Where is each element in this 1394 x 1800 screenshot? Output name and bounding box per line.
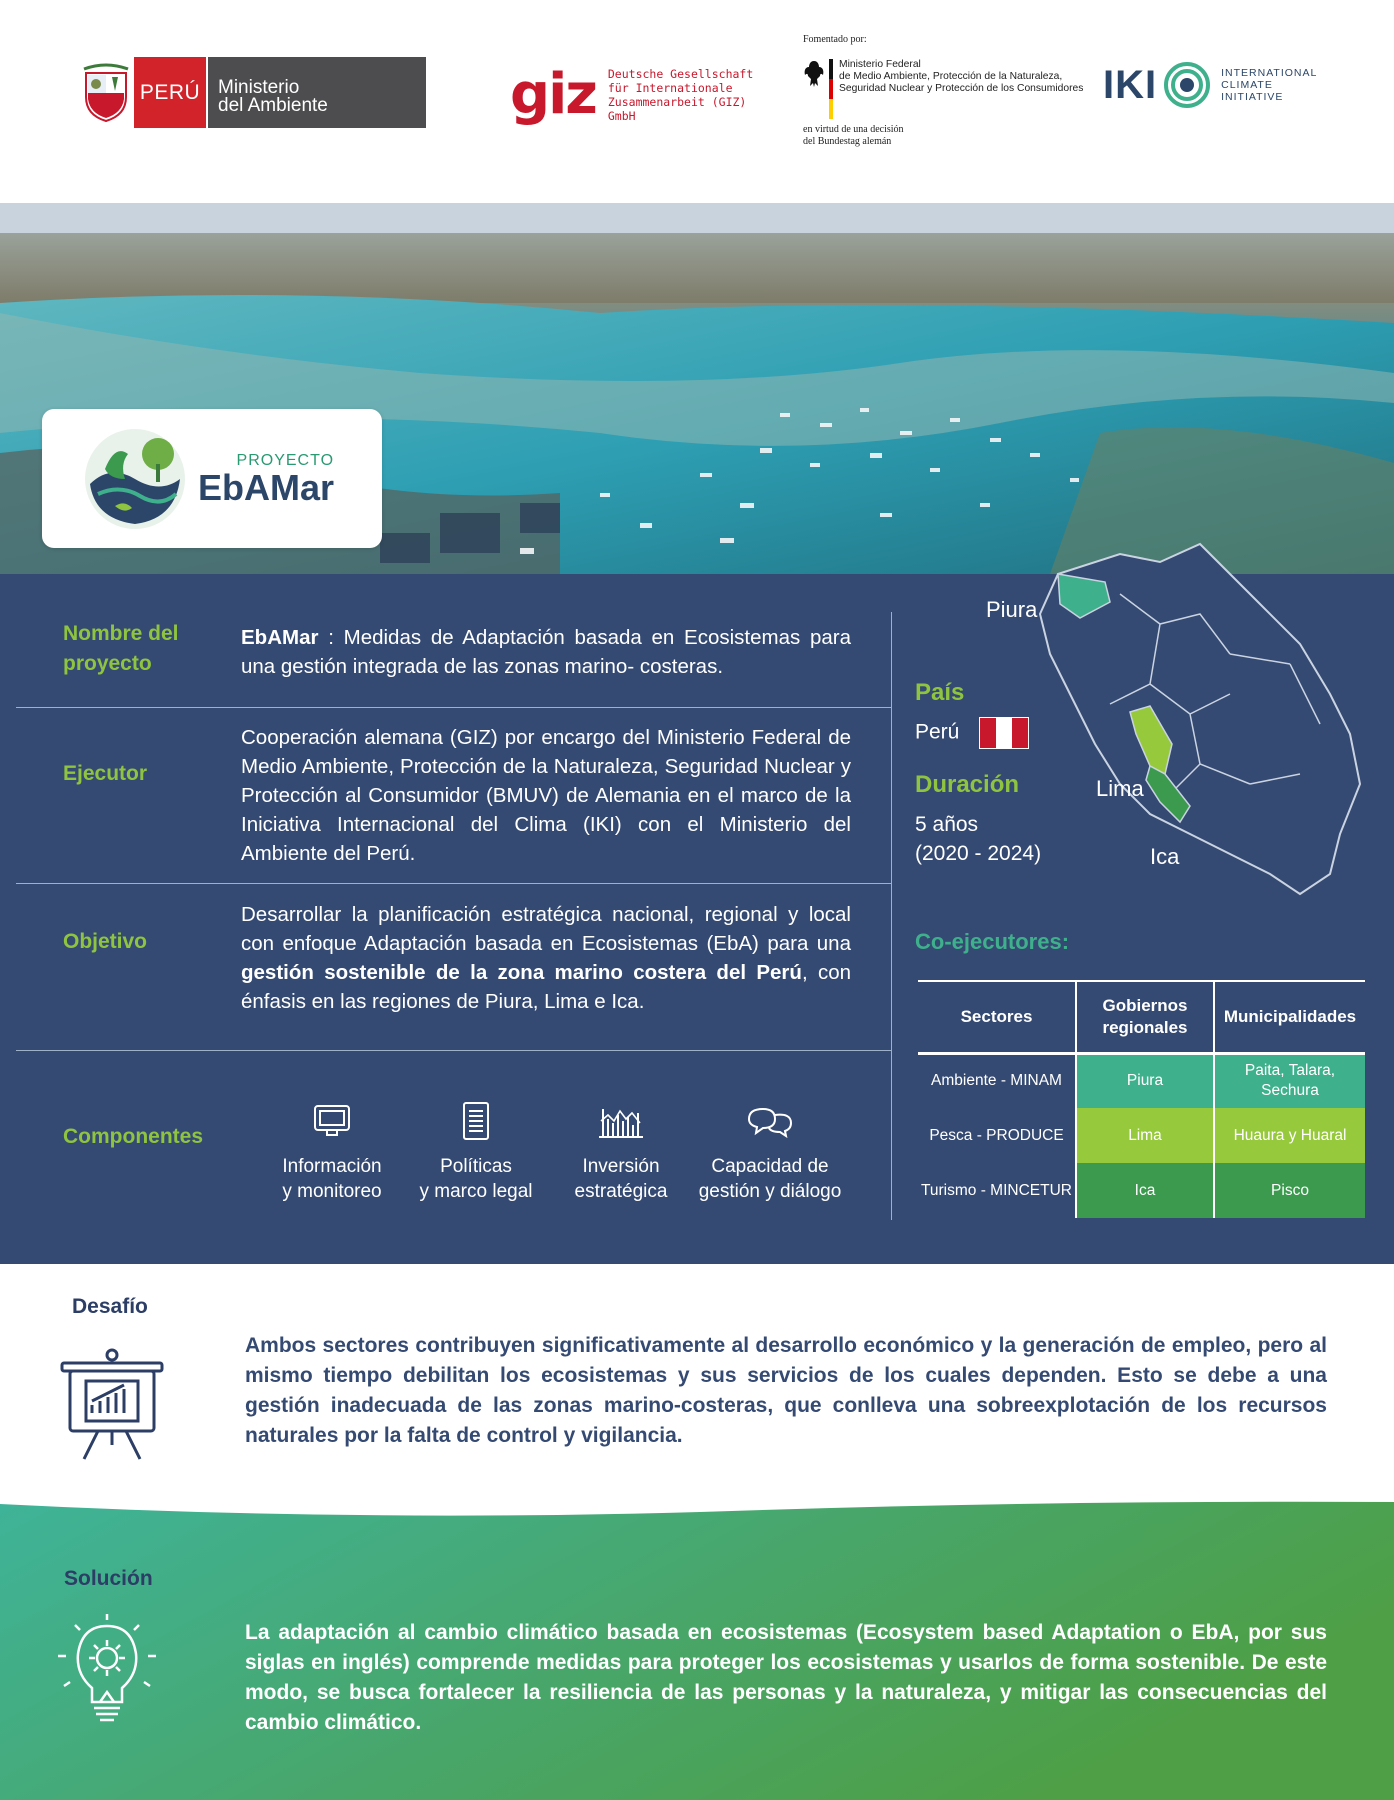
desafio-text: Ambos sectores contribuyen significativamente al desarrollo económico y la generación de empleo, pero al mismo tiempo debilitan los ecosistemas y sus servicios de los cuales dependen. Esto se debe a una gestión inadecuada de las zonas marino-costeras, que conlleva una sobreexplotación de los recursos naturales por la falta de control y vigilancia. bbox=[245, 1334, 1327, 1447]
desafio-title: Desafío bbox=[72, 1295, 148, 1318]
iki-logo[interactable] bbox=[1103, 58, 1323, 112]
map-label-piura: Piura bbox=[986, 597, 1038, 622]
divider-2 bbox=[16, 883, 891, 884]
virtud-line1: en virtud de una decisión bbox=[803, 124, 904, 135]
componentes-label: Componentes bbox=[63, 1125, 204, 1148]
row1-municipalidad bbox=[1214, 1053, 1365, 1108]
component-3-line1: Inversión bbox=[582, 1156, 660, 1177]
ejecutor-label: Ejecutor bbox=[63, 762, 148, 785]
component-2-line1: Políticas bbox=[440, 1156, 512, 1177]
duracion-line1: 5 años bbox=[915, 813, 979, 836]
row2-sector: Pesca - PRODUCE bbox=[929, 1126, 1064, 1144]
lightbulb-gear-icon bbox=[52, 1612, 162, 1732]
document-icon bbox=[406, 1096, 546, 1146]
bmu-line1: Ministerio Federal bbox=[839, 59, 921, 70]
giz-line1: Deutsche Gesellschaft bbox=[607, 67, 754, 81]
monitor-icon bbox=[262, 1096, 402, 1146]
divider-1 bbox=[16, 707, 891, 708]
virtud-line2: del Bundestag alemán bbox=[803, 136, 892, 147]
project-details-panel bbox=[0, 574, 1394, 1264]
component-politicas[interactable] bbox=[406, 1096, 546, 1204]
duracion-label: Duración bbox=[915, 771, 1020, 798]
ebamar-logo-text bbox=[198, 452, 334, 506]
peru-map bbox=[1000, 534, 1380, 934]
component-1-line1: Información bbox=[282, 1156, 382, 1177]
ministry-name bbox=[206, 57, 426, 128]
divider-3 bbox=[16, 1050, 891, 1051]
row1-gobierno: Piura bbox=[1076, 1053, 1214, 1108]
header-gob-line2: regionales bbox=[1102, 1017, 1188, 1037]
proyecto-label: PROYECTO bbox=[236, 451, 335, 469]
table-row bbox=[918, 1053, 1365, 1108]
ministry-line1: Ministerio bbox=[218, 77, 300, 98]
bmu-line3: Seguridad Nuclear y Protección de los Consumidores bbox=[839, 83, 1084, 94]
header-logos bbox=[0, 0, 1394, 203]
german-flag-icon bbox=[829, 59, 833, 119]
component-2-line2: y marco legal bbox=[419, 1181, 533, 1202]
bar-chart-icon bbox=[551, 1096, 691, 1146]
nombre-value bbox=[241, 623, 851, 681]
ejecutor-value: Cooperación alemana (GIZ) por encargo del Ministerio Federal de Medio Ambiente, Protección de la Naturaleza, Seguridad Nuclear y Protección al Consumidor (BMUV) de Alemania en el marco de la Iniciativa Internacional del Clima (IKI) con el Ministerio del Ambiente del Perú. bbox=[241, 726, 851, 865]
component-capacidad[interactable] bbox=[695, 1096, 845, 1204]
iki-ring-icon bbox=[1163, 61, 1211, 109]
component-3-line2: estratégica bbox=[574, 1181, 668, 1202]
objetivo-value bbox=[241, 900, 851, 1016]
iki-text bbox=[1221, 67, 1317, 103]
fomentado-label: Fomentado por: bbox=[803, 34, 867, 45]
pais-text: Perú bbox=[915, 720, 960, 744]
giz-mark: giz bbox=[510, 62, 596, 127]
pais-label: País bbox=[915, 679, 965, 706]
iki-mark: IKI bbox=[1103, 62, 1158, 107]
component-informacion[interactable] bbox=[262, 1096, 402, 1204]
nombre-label-line2: proyecto bbox=[63, 652, 152, 675]
table-header-row bbox=[918, 981, 1365, 1053]
map-label-lima: Lima bbox=[1096, 776, 1144, 801]
panel-vertical-divider bbox=[891, 612, 892, 1220]
ebamar-logo-card[interactable] bbox=[42, 409, 382, 548]
component-1-line2: y monitoreo bbox=[282, 1181, 382, 1202]
solucion-text: La adaptación al cambio climático basada en ecosistemas (Ecosystem based Adaptation o EbA, por sus siglas en inglés) comprende medidas para proteger los ecosistemas y usarlos de forma sostenible. De este modo, se busca fortalecer la resiliencia de las personas y la naturaleza, y mitigar las consecuencias del cambio climático. bbox=[245, 1621, 1327, 1734]
row1-sector: Ambiente - MINAM bbox=[931, 1072, 1062, 1090]
component-4-line2: gestión y diálogo bbox=[698, 1181, 842, 1202]
nombre-label bbox=[63, 619, 179, 679]
giz-logo[interactable] bbox=[510, 60, 770, 130]
peru-regions-map bbox=[1000, 534, 1380, 934]
ebamar-name: EbAMar bbox=[198, 466, 335, 508]
giz-text bbox=[608, 67, 770, 123]
nombre-bold: EbAMar bbox=[241, 626, 319, 649]
bundestag-text bbox=[803, 124, 1093, 148]
row1-muni-line2: Sechura bbox=[1261, 1082, 1319, 1100]
objetivo-text2: , con énfasis en las regiones de Piura, Lima e Ica. bbox=[241, 961, 851, 1013]
peru-label: PERÚ bbox=[134, 57, 206, 128]
table-row bbox=[918, 1108, 1365, 1163]
component-4-line1: Capacidad de bbox=[711, 1156, 829, 1177]
header-gobiernos bbox=[1076, 981, 1214, 1053]
nombre-text: : Medidas de Adaptación basada en Ecosistemas para una gestión integrada de las zonas marino- costeras. bbox=[241, 626, 851, 678]
ebamar-emblem-icon bbox=[80, 424, 190, 534]
coejecutores-label: Co-ejecutores: bbox=[915, 929, 1070, 954]
row1-muni-line1: Paita, Talara, bbox=[1244, 1062, 1336, 1080]
component-inversion[interactable] bbox=[551, 1096, 691, 1204]
objetivo-label: Objetivo bbox=[63, 930, 148, 953]
objetivo-text1: Desarrollar la planificación estratégica nacional, regional y local con enfoque Adaptación basada en Ecosistemas (EbA) para una bbox=[241, 903, 851, 955]
giz-line3: Zusammenarbeit (GIZ) GmbH bbox=[607, 95, 747, 123]
giz-line2: für Internationale bbox=[607, 81, 733, 95]
bmu-logo[interactable] bbox=[803, 34, 1093, 174]
duracion-line2: (2020 - 2024) bbox=[915, 842, 1042, 865]
iki-line2: CLIMATE bbox=[1221, 79, 1273, 91]
objetivo-bold: gestión sostenible de la zona marino costera del Perú bbox=[241, 961, 802, 984]
presentation-board-icon bbox=[58, 1345, 168, 1465]
minam-logo[interactable] bbox=[78, 57, 426, 128]
ministry-line2: del Ambiente bbox=[218, 95, 328, 116]
row2-municipalidad: Huaura y Huaral bbox=[1214, 1108, 1365, 1163]
coejecutores-table bbox=[918, 980, 1365, 1218]
federal-eagle-icon bbox=[803, 59, 825, 93]
header-sectores: Sectores bbox=[918, 981, 1076, 1053]
row3-gobierno: Ica bbox=[1076, 1163, 1214, 1218]
header-gob-line1: Gobiernos bbox=[1102, 995, 1188, 1015]
solucion-title: Solución bbox=[64, 1567, 153, 1590]
nombre-label-line1: Nombre del bbox=[63, 622, 179, 645]
chat-bubbles-icon bbox=[695, 1096, 845, 1146]
row2-gobierno: Lima bbox=[1076, 1108, 1214, 1163]
row3-municipalidad: Pisco bbox=[1214, 1163, 1365, 1218]
bmu-line2: de Medio Ambiente, Protección de la Naturaleza, bbox=[839, 71, 1063, 82]
iki-line1: INTERNATIONAL bbox=[1221, 67, 1318, 79]
peru-shield-icon bbox=[78, 57, 134, 128]
row3-sector: Turismo - MINCETUR bbox=[921, 1181, 1072, 1199]
table-row bbox=[918, 1163, 1365, 1218]
iki-line3: INITIATIVE bbox=[1221, 91, 1284, 103]
map-label-ica: Ica bbox=[1150, 844, 1180, 869]
bmu-text bbox=[839, 59, 1083, 119]
header-municipalidades: Municipalidades bbox=[1214, 981, 1365, 1053]
